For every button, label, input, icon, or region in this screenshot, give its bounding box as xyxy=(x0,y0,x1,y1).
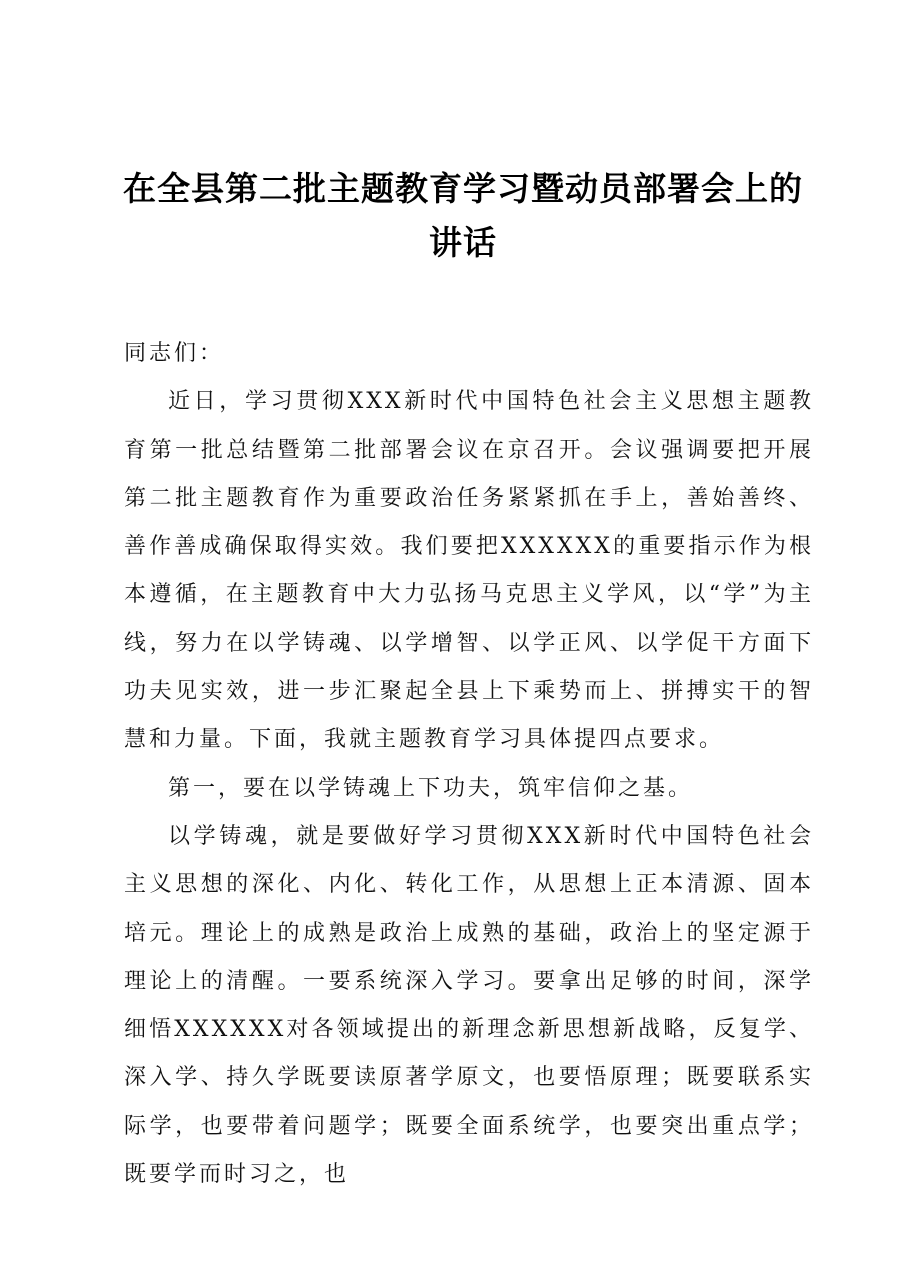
document-title: 在全县第二批主题教育学习暨动员部署会上的讲话 xyxy=(123,169,803,262)
document-body xyxy=(124,330,814,1199)
paragraph-point-one-heading: 第一，要在以学铸魂上下功夫，筑牢信仰之基。 xyxy=(168,775,694,801)
salutation: 同志们： xyxy=(124,341,225,366)
paragraph-intro: 近日，学习贯彻XXX新时代中国特色社会主义思想主题教育第一批总结暨第二批部署会议在京召开。会议强调要把开展第二批主题教育作为重要政治任务紧紧抓在手上，善始善终、善作善成确保取得实效。我们要把XXXXXX的重要指示作为根本遵循，在主题教育中大力弘扬马克思主义学风，以“学”为主线，努力在以学铸魂、以学增智、以学正风、以学促干方面下功夫见实效，进一步汇聚起全县上下乘势而上、拼搏实干的智慧和力量。下面，我就主题教育学习具体提四点要求。 xyxy=(124,389,814,753)
paragraph-point-one-body: 以学铸魂，就是要做好学习贯彻XXX新时代中国特色社会主义思想的深化、内化、转化工作，从思想上正本清源、固本培元。理论上的成熟是政治上成熟的基础，政治上的坚定源于理论上的清醒。一要系统深入学习。要拿出足够的时间，深学细悟XXXXXX对各领域提出的新理念新思想新战略，反复学、深入学、持久学既要读原著学原文，也要悟原理；既要联系实际学，也要带着问题学；既要全面系统学，也要突出重点学；既要学而时习之，也 xyxy=(124,823,814,1188)
